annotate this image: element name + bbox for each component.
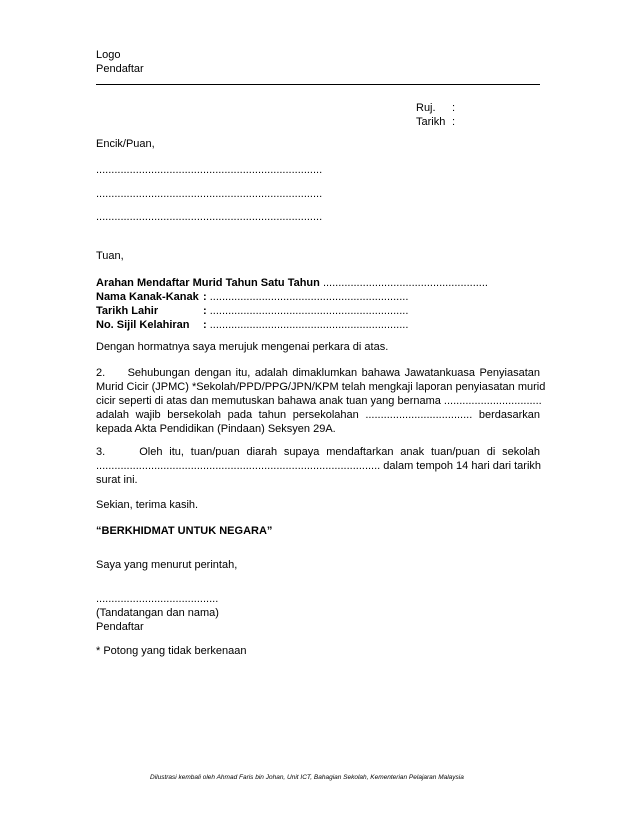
field-child-name <box>96 290 408 304</box>
sign-intro: Saya yang menurut perintah, <box>96 559 238 571</box>
footer-credit: Dilustrasi kembali oleh Ahmad Faris bin Johan, Unit ICT, Bahagian Sekolah, Kementerian Pelajaran Malaysia <box>150 774 464 781</box>
field-label: No. Sijil Kelahiran <box>96 319 190 331</box>
address-line-2: .......................................................................... <box>96 188 323 200</box>
strike-note: * Potong yang tidak berkenaan <box>96 645 247 657</box>
paragraph-3-line-3: surat ini. <box>96 474 138 486</box>
field-label: Tarikh Lahir <box>96 305 159 317</box>
field-colon: : <box>203 319 207 331</box>
field-birth-date <box>96 304 408 318</box>
subject-line <box>96 276 488 290</box>
address-line-3: .......................................................................... <box>96 211 323 223</box>
office-name: Pendaftar <box>96 63 144 75</box>
header-divider <box>96 84 540 85</box>
reference-tarikh <box>416 115 455 129</box>
field-colon: : <box>203 305 207 317</box>
tarikh-label: Tarikh <box>416 116 446 128</box>
field-birth-cert <box>96 318 408 332</box>
paragraph-2-line-1: 2. Sehubungan dengan itu, adalah dimaklumkan bahawa Jawatankuasa Penyiasatan <box>96 367 540 379</box>
ruj-label: Ruj. <box>416 102 436 114</box>
signature-dots: ........................................ <box>96 593 219 605</box>
paragraph-3-line-2: ............................................................................................. dalam tempoh 14 hari dari tarikh <box>96 460 542 472</box>
ruj-colon: : <box>452 102 456 114</box>
field-value: ................................................................. <box>209 291 409 303</box>
paragraph-2-line-3: cicir seperti di atas dan memutuskan bahawa anak tuan yang bernama ................................ <box>96 395 542 407</box>
logo-placeholder: Logo <box>96 49 121 61</box>
motto: “BERKHIDMAT UNTUK NEGARA” <box>96 525 273 537</box>
signature-title: Pendaftar <box>96 621 144 633</box>
paragraph-3-line-1: 3. Oleh itu, tuan/puan diarah supaya mendaftarkan anak tuan/puan di sekolah <box>96 446 540 458</box>
closing: Sekian, terima kasih. <box>96 499 199 511</box>
recipient-salutation: Encik/Puan, <box>96 138 155 150</box>
paragraph-2-line-5: kepada Akta Pendidikan (Pindaan) Seksyen 29A. <box>96 423 336 435</box>
subject-title-dots: ...................................................... <box>322 277 488 289</box>
field-label: Nama Kanak-Kanak <box>96 291 199 303</box>
paragraph-2-line-2: Murid Cicir (JPMC) *Sekolah/PPD/PPG/JPN/KPM telah mengkaji laporan penyiasatan murid <box>96 381 546 393</box>
tarikh-colon: : <box>452 116 456 128</box>
greeting: Tuan, <box>96 250 124 262</box>
field-colon: : <box>203 291 207 303</box>
field-value: ................................................................. <box>209 305 409 317</box>
subject-title: Arahan Mendaftar Murid Tahun Satu Tahun <box>96 277 320 289</box>
paragraph-1: Dengan hormatnya saya merujuk mengenai perkara di atas. <box>96 341 389 353</box>
field-value: ................................................................. <box>209 319 409 331</box>
paragraph-2-line-4: adalah wajib bersekolah pada tahun persekolahan ................................... berdasarkan <box>96 409 540 421</box>
reference-ruj <box>416 101 455 115</box>
address-line-1: .......................................................................... <box>96 164 323 176</box>
signature-label: (Tandatangan dan nama) <box>96 607 219 619</box>
